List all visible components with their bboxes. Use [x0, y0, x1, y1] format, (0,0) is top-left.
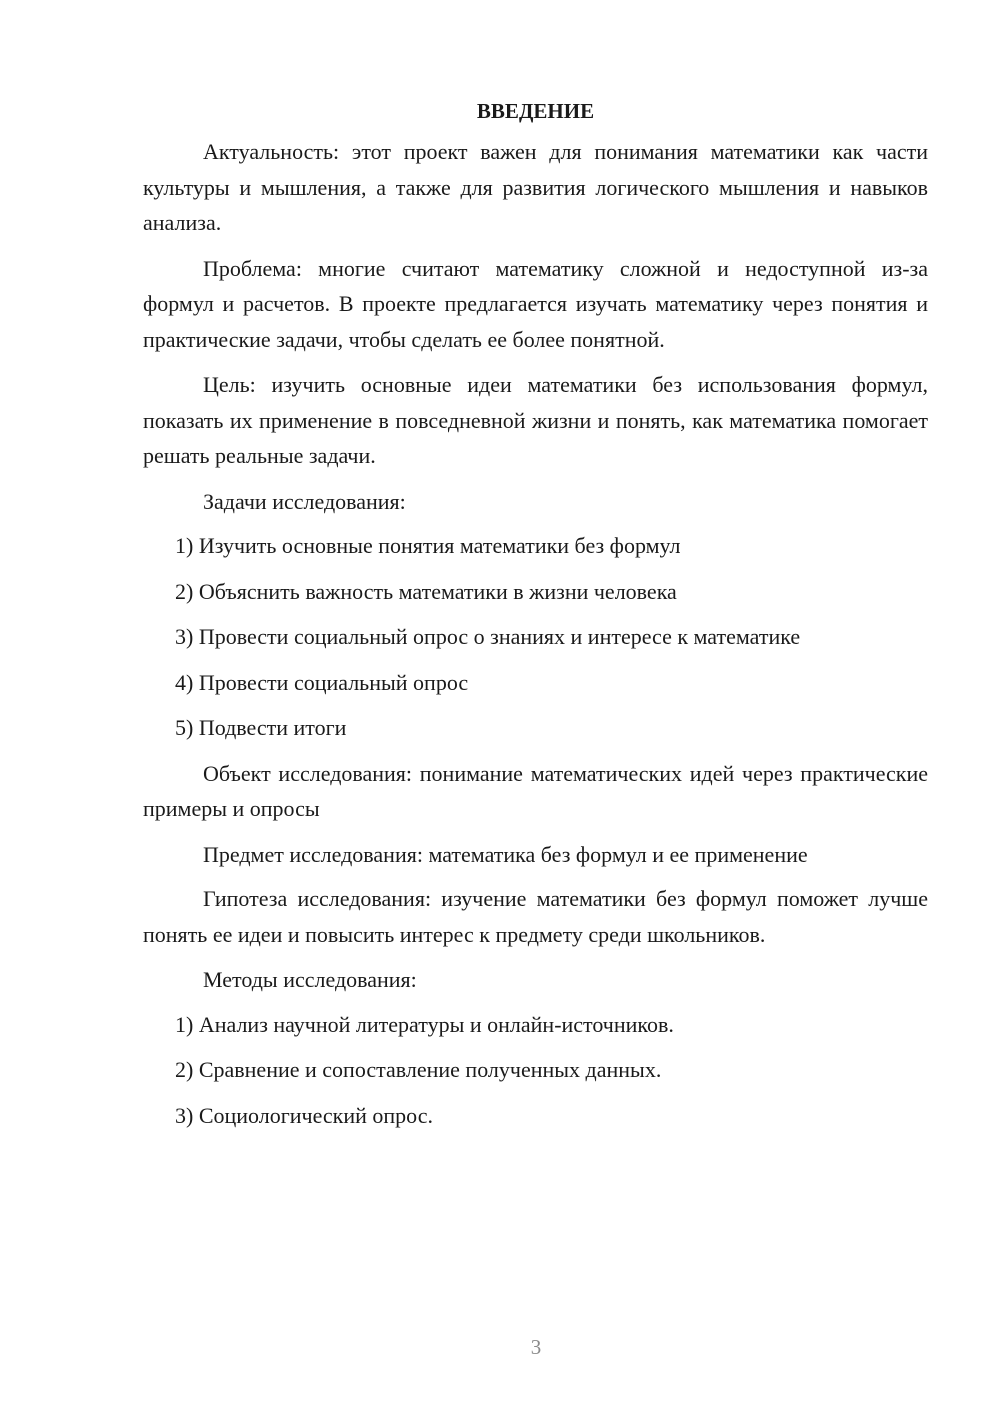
task-item: 3) Провести социальный опрос о знаниях и интересе к математике: [175, 624, 801, 649]
section-title: ВВЕДЕНИЕ: [476, 99, 595, 123]
method-item: 3) Социологический опрос.: [175, 1102, 433, 1128]
method-item: 1) Анализ научной литературы и онлайн-источников.: [175, 1011, 674, 1037]
task-item: 5) Подвести итоги: [175, 715, 347, 740]
task-item: 4) Провести социальный опрос: [175, 669, 469, 695]
goal-paragraph: Цель: изучить основные идеи математики без использования формул, показать их применение в повседневной жизни и понять, как математика помогает решать реальные задачи.: [143, 372, 928, 468]
page-number: 3: [530, 1335, 542, 1359]
relevance-paragraph: Актуальность: этот проект важен для понимания математики как части культуры и мышления, а также для развития логического мышления и навыков анализа.: [143, 139, 928, 235]
task-item: 2) Объяснить важность математики в жизни человека: [175, 578, 677, 604]
method-item: 2) Сравнение и сопоставление полученных данных.: [175, 1057, 662, 1082]
subject-paragraph: Предмет исследования: математика без формул и ее применение: [203, 841, 808, 867]
page-content: [143, 96, 928, 1143]
hypothesis-paragraph: Гипотеза исследования: изучение математики без формул поможет лучше понять ее идеи и повысить интерес к предмету среди школьников.: [143, 886, 928, 947]
task-item: 1) Изучить основные понятия математики без формул: [175, 533, 681, 558]
methods-heading: Методы исследования:: [203, 967, 417, 992]
problem-paragraph: Проблема: многие считают математику сложной и недоступной из-за формул и расчетов. В проекте предлагается изучать математику через понятия и практические задачи, чтобы сделать ее более понятной.: [143, 255, 928, 352]
tasks-heading: Задачи исследования:: [203, 488, 406, 514]
object-paragraph: Объект исследования: понимание математических идей через практические примеры и опросы: [143, 760, 928, 821]
